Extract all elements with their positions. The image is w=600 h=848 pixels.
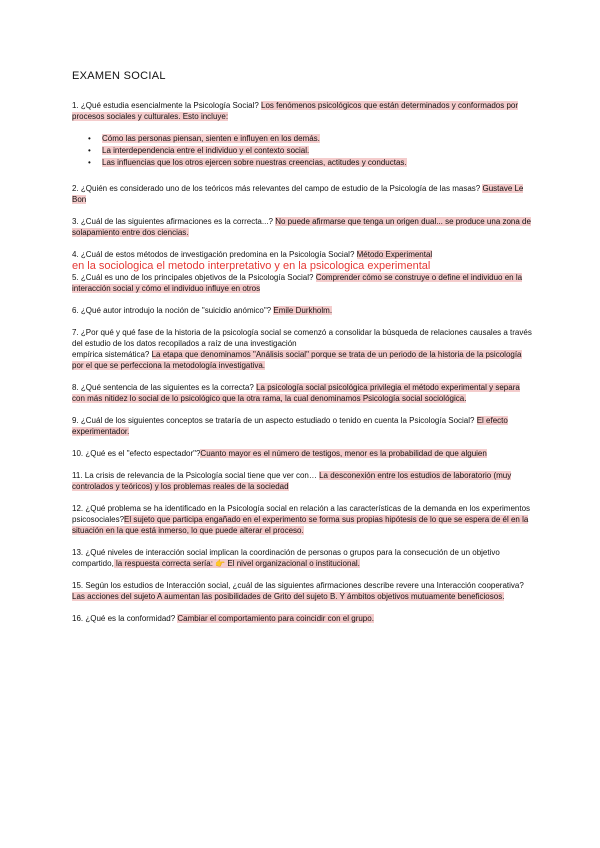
answer-16-highlight: Cambiar el comportamiento para coincidir con el grupo. xyxy=(177,614,374,623)
question-6-text: 6. ¿Qué autor introdujo la noción de "suicidio anómico"? xyxy=(72,306,274,315)
handwritten-note: en la sociologica el metodo interpretativo y en la psicologica experimental xyxy=(72,260,431,272)
answer-15-highlight: Las acciones del sujeto A aumentan las posibilidades de Grito del sujeto B. Y ámbitos objetivos mutuamente beneficiosos. xyxy=(72,592,505,601)
question-1-text: 1. ¿Qué estudia esencialmente la Psicología Social? xyxy=(72,101,261,110)
question-5-text: 5. ¿Cuál es uno de los principales objetivos de la Psicología Social? xyxy=(72,273,316,282)
answer-5-highlight: Comprender cómo se construye o define el individuo en la interacción social y cómo el individuo influye en otros xyxy=(72,273,523,293)
question-11 xyxy=(72,470,534,492)
question-4-text: 4. ¿Cuál de estos métodos de investigación predomina en la Psicología Social? xyxy=(72,250,357,259)
answer-1-bullet-list xyxy=(72,133,534,169)
list-item: • Las influencias que los otros ejercen sobre nuestras creencias, actitudes y conductas. xyxy=(72,157,534,169)
answer-12-highlight: El sujeto que participa engañado en el experimento se forma sus propias hipótesis de lo que se espera de él en la situación en la que está inmerso, lo que puede alterar el proceso. xyxy=(72,515,529,535)
question-5 xyxy=(72,272,534,294)
document-title: EXAMEN SOCIAL xyxy=(72,70,166,82)
question-8 xyxy=(72,382,534,404)
question-10 xyxy=(72,448,534,459)
question-12-text: 12. ¿Qué problema se ha identificado en la Psicología social en relación a las características de la demanda en los experimentos psicosociales? xyxy=(72,504,531,524)
question-9-text: 9. ¿Cuál de los siguientes conceptos se trataría de un aspecto estudiado o tenido en cuenta la Psicología Social? xyxy=(72,416,477,425)
list-item: • Cómo las personas piensan, sienten e influyen en los demás. xyxy=(72,133,534,145)
question-6 xyxy=(72,305,534,316)
question-7-text-cont: empírica sistemática? xyxy=(72,350,152,359)
question-10-text: 10. ¿Qué es el "efecto espectador"? xyxy=(72,449,201,458)
question-4 xyxy=(72,249,534,260)
question-11-text: 11. La crisis de relevancia de la Psicología social tiene que ver con… xyxy=(72,471,320,480)
question-7 xyxy=(72,327,534,371)
answer-10-highlight: Cuanto mayor es el número de testigos, menor es la probabilidad de que alguien xyxy=(200,449,487,458)
question-16 xyxy=(72,613,534,624)
answer-1-highlight: Los fenómenos psicológicos que están determinados y conformados por procesos sociales y culturales. Esto incluye: xyxy=(72,101,519,121)
answer-11-highlight: La desconexión entre los estudios de laboratorio (muy controlados y teóricos) y los problemas reales de la sociedad xyxy=(72,471,512,491)
document-page xyxy=(72,70,534,635)
answer-13-highlight: la respuesta correcta sería: 👉 El nivel organizacional o institucional. xyxy=(113,559,360,568)
answer-9-highlight: El efecto experimentador. xyxy=(72,416,508,436)
question-13-text: 13. ¿Qué niveles de interacción social implican la coordinación de personas o grupos para la consecución de un objetivo compartido, xyxy=(72,548,500,568)
answer-7-highlight: La etapa que denominamos "Análisis social" porque se trata de un periodo de la historia de la psicología por el que se perfecciona la metodología investigativa. xyxy=(72,350,522,370)
question-9 xyxy=(72,415,534,437)
question-13 xyxy=(72,547,534,569)
question-2 xyxy=(72,183,534,205)
answer-4-highlight: Método Experimental xyxy=(356,250,433,259)
answer-8-highlight: La psicología social psicológica privilegia el método experimental y separa con más nitidez lo social de lo psicológico que la otra rama, la cual denominamos Psicología social sociológica. xyxy=(72,383,520,403)
question-16-text: 16. ¿Qué es la conformidad? xyxy=(72,614,178,623)
question-7-text: 7. ¿Por qué y qué fase de la historia de la psicología social se comenzó a consolidar la búsqueda de relaciones causales a través del estudio de los datos recopilados a raíz de una investigación xyxy=(72,328,532,348)
question-12 xyxy=(72,503,534,536)
answer-3-highlight: No puede afirmarse que tenga un origen dual... se produce una zona de solapamiento entre dos ciencias. xyxy=(72,217,531,237)
question-3 xyxy=(72,216,534,238)
question-1 xyxy=(72,100,534,122)
pointing-hand-icon: 👉 xyxy=(215,559,226,568)
list-item: • La interdependencia entre el individuo y el contexto social. xyxy=(72,145,534,157)
question-3-text: 3. ¿Cuál de las siguientes afirmaciones es la correcta...? xyxy=(72,217,276,226)
answer-2-highlight: Gustave Le Bon xyxy=(72,184,524,204)
question-15-text: 15. Según los estudios de Interacción social, ¿cuál de las siguientes afirmaciones describe revere una Interacción cooperativa? xyxy=(72,581,524,590)
question-2-text: 2. ¿Quién es considerado uno de los teóricos más relevantes del campo de estudio de la Psicología de las masas? xyxy=(72,184,483,193)
answer-6-highlight: Emile Durkholm. xyxy=(273,306,333,315)
question-8-text: 8. ¿Qué sentencia de las siguientes es la correcta? xyxy=(72,383,257,392)
question-15 xyxy=(72,580,534,602)
